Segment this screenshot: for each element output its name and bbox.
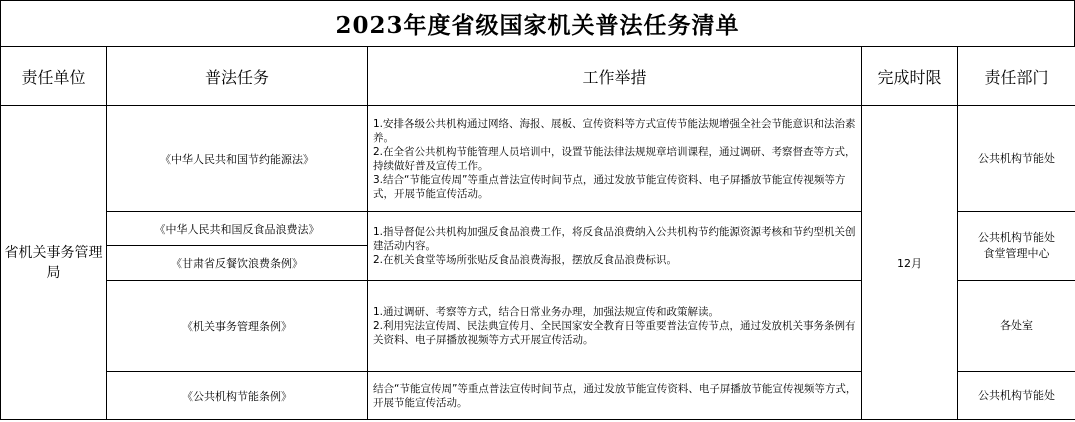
header-task: 普法任务 [107, 47, 368, 106]
measure-item: 2.在机关食堂等场所张贴反食品浪费海报，摆放反食品浪费标识。 [373, 254, 678, 266]
measure-item: 结合“节能宣传周”等重点普法宣传时间节点，通过发放节能宣传资料、电子屏播放节能宣传视频等方式，开展节能宣传活动。 [373, 382, 857, 409]
measure-item: 1.通过调研、考察等方式，结合日常业务办理，加强法规宣传和政策解读。 [373, 306, 720, 318]
header-dept: 责任部门 [958, 47, 1075, 106]
law-name: 《中华人民共和国反食品浪费法》 [107, 212, 368, 246]
measures-cell [368, 212, 862, 281]
law-name: 《公共机构节能条例》 [107, 372, 368, 420]
responsible-dept: 各处室 [958, 281, 1075, 372]
dept-line: 公共机构节能处 [978, 231, 1055, 244]
measure-item: 1.指导督促公共机构加强反食品浪费工作，将反食品浪费纳入公共机构节约能源资源考核和节约型机关创建活动内容。 [373, 226, 856, 252]
responsible-dept: 公共机构节能处 [958, 372, 1075, 420]
law-name: 《机关事务管理条例》 [107, 281, 368, 372]
dept-line: 食堂管理中心 [983, 247, 1050, 260]
law-name: 《甘肃省反餐饮浪费条例》 [107, 246, 368, 281]
responsible-dept [958, 212, 1075, 281]
measure-item: 2.利用宪法宣传周、民法典宣传月、全民国家安全教育日等重要普法宣传节点，通过发放机关事务条例有关资料、电子屏播放视频等方式开展宣传活动。 [373, 320, 856, 346]
measures-cell [368, 281, 862, 372]
title-row [0, 0, 1075, 46]
law-name: 《中华人民共和国节约能源法》 [107, 106, 368, 212]
header-unit: 责任单位 [1, 47, 107, 106]
table-row [1, 106, 1075, 212]
document-title: 2023年度省级国家机关普法任务清单 [335, 12, 740, 39]
measure-item: 2.在全省公共机构节能管理人员培训中，设置节能法律法规规章培训课程，通过调研、考察督查等方式，持续做好普及宣传工作。 [373, 145, 856, 172]
measure-item: 3.结合“节能宣传周”等重点普法宣传时间节点，通过发放节能宣传资料、电子屏播放节能宣传视频等方式，开展节能宣传活动。 [373, 173, 846, 200]
header-deadline: 完成时限 [862, 47, 958, 106]
deadline: 12月 [862, 106, 958, 420]
task-table [0, 46, 1075, 420]
measures-cell [368, 106, 862, 212]
responsible-unit: 省机关事务管理局 [1, 106, 107, 420]
responsible-dept: 公共机构节能处 [958, 106, 1075, 212]
header-row [1, 47, 1075, 106]
header-measures: 工作举措 [368, 47, 862, 106]
measure-item: 1.安排各级公共机构通过网络、海报、展板、宣传资料等方式宣传节能法规增强全社会节能意识和法治素养。 [373, 117, 856, 144]
measures-cell [368, 372, 862, 420]
